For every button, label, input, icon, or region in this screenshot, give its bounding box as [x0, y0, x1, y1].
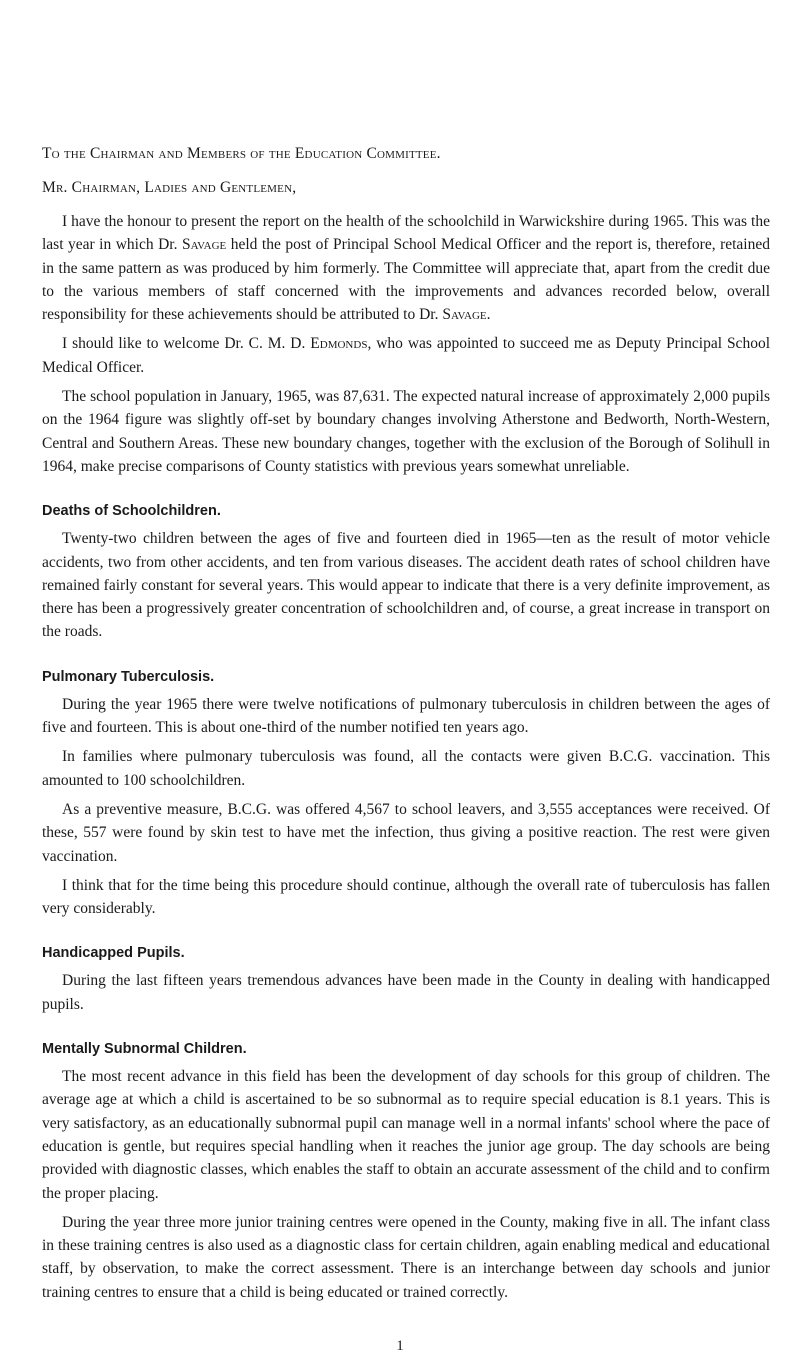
page-number: 1	[396, 1338, 404, 1354]
name-savage: Savage	[442, 306, 487, 324]
subnormal-paragraph-1: The most recent advance in this field has been the development of day schools for this group of children. The average age at which a child is ascertained to be so subnormal as to require special education is 8.1 years. This is very satisfactory, as an educationally subnormal pupil can manage well in a normal infants' school where the pace of education is gentle, but requires special handling when it reaches the junior age group. The day schools are being provided with diagnostic classes, which enables the staff to obtain an accurate assessment of the child and to confirm the proper placing.	[42, 1068, 770, 1202]
intro-text-2: held the post of Principal School Medical Officer and the report is, therefore, retained in the same pattern as was produced by him formerly. The Committee will appreciate that, apart from the credit due to the various members of staff concerned with the improvements and advances recorded below, overall responsibility for these achievements should be attributed to Dr.	[42, 236, 770, 324]
tuberculosis-paragraph-2: In families where pulmonary tuberculosis was found, all the contacts were given B.C.G. vaccination. This amounted to 100 schoolchildren.	[42, 748, 770, 789]
tuberculosis-paragraph-4: I think that for the time being this procedure should continue, although the overall rate of tuberculosis has fallen very considerably.	[42, 876, 770, 918]
section-heading-subnormal: Mentally Subnormal Children.	[42, 1041, 247, 1058]
intro-text-1: I have the honour to present the report on the health of the schoolchild in Warwickshire during 1965. This was the last year in which Dr.	[42, 213, 770, 254]
section-heading-tuberculosis: Pulmonary Tuberculosis.	[42, 668, 215, 685]
intro-text-5: , who was appointed to succeed me as Deputy Principal School Medical Officer.	[42, 335, 770, 376]
tuberculosis-paragraph-3: As a preventive measure, B.C.G. was offered 4,567 to school leavers, and 3,555 acceptances were received. Of these, 557 were found by skin test to have met the infection, thus giving a positive reaction. The rest were given vaccination.	[42, 800, 770, 865]
intro-paragraph-3: The school population in January, 1965, was 87,631. The expected natural increase of approximately 2,000 pupils on the 1964 figure was slightly off-set by boundary changes involving Atherstone and Bedworth, North-Western, Central and Southern Areas. These new boundary changes, together with the exclusion of the Borough of Solihull in 1964, make precise comparisons of County statistics with previous years somewhat unreliable.	[42, 388, 770, 475]
section-heading-deaths: Deaths of Schoolchildren.	[42, 503, 221, 520]
intro-text-4: I should like to welcome Dr. C. M. D.	[62, 335, 311, 353]
report-page	[42, 142, 770, 1310]
section-heading-handicapped: Handicapped Pupils.	[42, 945, 185, 962]
tuberculosis-paragraph-1: During the year 1965 there were twelve notifications of pulmonary tuberculosis in children between the ages of five and fourteen. This is about one-third of the number notified ten years ago.	[42, 695, 770, 737]
intro-text-3: .	[486, 306, 491, 324]
greeting-line: Mr. Chairman, Ladies and Gentlemen,	[42, 179, 297, 196]
name-savage: Savage	[181, 236, 227, 254]
subnormal-paragraph-2: During the year three more junior training centres were opened in the County, making five in all. The infant class in these training centres is also used as a diagnostic class for certain children, again enabling medical and educational staff, by observation, to make the correct assessment. There is an interchange between day schools and junior training centres to ensure that a child is being educated or trained correctly.	[42, 1213, 770, 1301]
intro-paragraph-1	[42, 210, 770, 326]
handicapped-paragraph: During the last fifteen years tremendous advances have been made in the County in dealing with handicapped pupils.	[42, 972, 770, 1013]
addressee-line: To the Chairman and Members of the Education Committee.	[42, 145, 441, 162]
name-edmonds: Edmonds	[310, 335, 368, 353]
intro-paragraph-2	[42, 332, 770, 379]
deaths-paragraph: Twenty-two children between the ages of five and fourteen died in 1965—ten as the result of motor vehicle accidents, two from other accidents, and ten from various diseases. The accident death rates of school children have remained fairly constant for several years. This would appear to indicate that there is a very definite improvement, as there has been a progressively greater concentration of schoolchildren and, of course, a great increase in transport on the roads.	[42, 530, 770, 641]
